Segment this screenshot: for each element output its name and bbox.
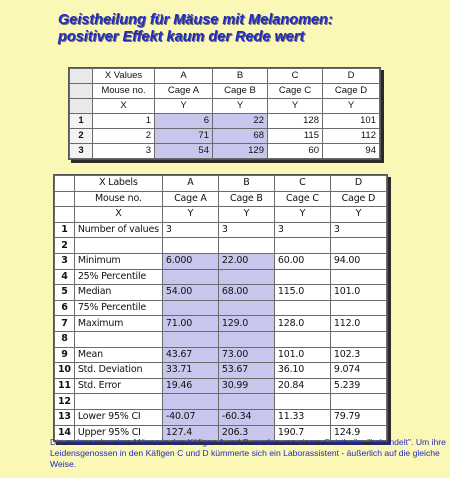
cell[interactable]: 11.33 [274,409,330,425]
column-title: Cage C [268,84,323,99]
row-number: 10 [55,363,75,379]
table-row [55,347,387,363]
table-row [55,363,387,379]
row-label [74,238,162,254]
cell[interactable]: 22 [213,114,268,129]
column-header: D [330,176,386,192]
column-title: Cage D [330,191,386,207]
cell[interactable] [162,238,218,254]
cell[interactable]: 5.239 [330,378,386,394]
cell[interactable]: 30.99 [218,378,274,394]
cell[interactable]: 3 [162,222,218,238]
cell[interactable]: 54 [155,144,213,159]
column-type: Y [218,207,274,223]
cell[interactable]: 19.46 [162,378,218,394]
row-label: 75% Percentile [74,300,162,316]
cell[interactable]: 112 [323,129,380,144]
cell[interactable] [162,300,218,316]
column-type: Y [330,207,386,223]
table-row [55,331,387,347]
row-label: Number of values [74,222,162,238]
cell[interactable]: 9.074 [330,363,386,379]
table-row [55,285,387,301]
cell[interactable]: 3 [330,222,386,238]
column-type: Y [162,207,218,223]
cell[interactable]: 94 [323,144,380,159]
cell[interactable]: 128 [268,114,323,129]
column-title: Mouse no. [74,191,162,207]
row-number: 9 [55,347,75,363]
table-row [55,238,387,254]
column-type: Y [268,99,323,114]
corner-cell [70,99,93,114]
row-number: 13 [55,409,75,425]
table-row [55,253,387,269]
cell[interactable]: 115 [268,129,323,144]
row-number: 4 [55,269,75,285]
column-header: C [274,176,330,192]
row-number: 6 [55,300,75,316]
cell[interactable]: 53.67 [218,363,274,379]
cell[interactable]: 54.00 [162,285,218,301]
cell[interactable]: -60.34 [218,409,274,425]
corner-cell [55,191,75,207]
column-type: X [93,99,155,114]
row-number: 5 [55,285,75,301]
column-header: A [155,69,213,84]
cell[interactable]: 73.00 [218,347,274,363]
column-type: Y [213,99,268,114]
header-row-2 [70,84,380,99]
cell[interactable]: 129 [213,144,268,159]
cell[interactable]: 6.000 [162,253,218,269]
cell[interactable] [274,331,330,347]
table-row [55,300,387,316]
cell[interactable]: 206.3 [218,425,274,441]
header-row-2 [55,191,387,207]
cell[interactable]: 101 [323,114,380,129]
cell[interactable]: 1 [93,114,155,129]
cell[interactable]: 102.3 [330,347,386,363]
table-row [55,394,387,410]
table-row [70,144,380,159]
cell[interactable] [218,300,274,316]
column-title: Mouse no. [93,84,155,99]
row-number: 12 [55,394,75,410]
cell[interactable]: 20.84 [274,378,330,394]
table-row [55,222,387,238]
row-label: 25% Percentile [74,269,162,285]
cell[interactable] [162,394,218,410]
header-row-3 [55,207,387,223]
column-header: B [218,176,274,192]
cell[interactable]: 79.79 [330,409,386,425]
cell[interactable]: -40.07 [162,409,218,425]
cell[interactable]: 36.10 [274,363,330,379]
raw-data-table [68,67,381,160]
column-type: Y [323,99,380,114]
cell[interactable]: 43.67 [162,347,218,363]
column-title: Cage A [155,84,213,99]
table-row [70,129,380,144]
corner-cell [70,69,93,84]
cell[interactable]: 71.00 [162,316,218,332]
cell[interactable]: 60 [268,144,323,159]
cell[interactable] [162,269,218,285]
row-label: Std. Error [74,378,162,394]
cell[interactable]: 68 [213,129,268,144]
header-row-3 [70,99,380,114]
table-row [55,269,387,285]
cell[interactable]: 22.00 [218,253,274,269]
row-label: Minimum [74,253,162,269]
header-row-1 [70,69,380,84]
corner-cell [70,84,93,99]
column-title: Cage B [213,84,268,99]
row-number: 1 [70,114,93,129]
cell[interactable]: 3 [218,222,274,238]
cell[interactable]: 2 [93,129,155,144]
cell[interactable] [274,269,330,285]
cell[interactable] [330,269,386,285]
row-label: Mean [74,347,162,363]
statistics-table [53,174,388,442]
row-number: 11 [55,378,75,394]
cell[interactable] [162,331,218,347]
table-row [55,378,387,394]
cell[interactable]: 60.00 [274,253,330,269]
row-number: 8 [55,331,75,347]
cell[interactable]: 6 [155,114,213,129]
cell[interactable] [274,300,330,316]
cell[interactable]: 68.00 [218,285,274,301]
column-header: X Labels [74,176,162,192]
row-number: 14 [55,425,75,441]
cell[interactable]: 190.7 [274,425,330,441]
row-number: 2 [70,129,93,144]
table-row [70,114,380,129]
cell[interactable] [218,331,274,347]
cell[interactable]: 3 [93,144,155,159]
column-title: Cage C [274,191,330,207]
row-label [74,394,162,410]
row-number: 3 [70,144,93,159]
column-header: C [268,69,323,84]
column-type: Y [155,99,213,114]
column-title: Cage B [218,191,274,207]
row-label: Std. Deviation [74,363,162,379]
column-title: Cage D [323,84,380,99]
header-row-1 [55,176,387,192]
column-header: X Values [93,69,155,84]
row-number: 3 [55,253,75,269]
column-type: X [74,207,162,223]
column-header: A [162,176,218,192]
row-number: 7 [55,316,75,332]
row-label [74,331,162,347]
cell[interactable] [274,238,330,254]
cell[interactable]: 112.0 [330,316,386,332]
cell[interactable] [218,269,274,285]
cell[interactable] [218,394,274,410]
column-title: Cage A [162,191,218,207]
row-label: Maximum [74,316,162,332]
row-label: Lower 95% CI [74,409,162,425]
column-type: Y [274,207,330,223]
table-row [55,316,387,332]
row-label: Upper 95% CI [74,425,162,441]
cell[interactable]: 124.9 [330,425,386,441]
cell[interactable]: 101.0 [274,347,330,363]
cell[interactable]: 33.71 [162,363,218,379]
cell[interactable]: 128.0 [274,316,330,332]
cell[interactable] [330,331,386,347]
table-row [55,409,387,425]
corner-cell [55,176,75,192]
cell[interactable] [330,394,386,410]
cell[interactable] [274,394,330,410]
cell[interactable] [218,238,274,254]
cell[interactable]: 94.00 [330,253,386,269]
row-label: Median [74,285,162,301]
cell[interactable]: 101.0 [330,285,386,301]
column-header: D [323,69,380,84]
row-number: 2 [55,238,75,254]
title-line-2: positiver Effekt kaum der Rede wert [58,29,305,45]
cell[interactable] [330,300,386,316]
cell[interactable]: 127.4 [162,425,218,441]
row-number: 1 [55,222,75,238]
caption: Die melanomkranken Mäuse in den Käfigen A und B wurden von einem Geistheiler "behandelt". Um ihre Leidensgenossen in den Käfigen C und D kümmerte sich ein Laborassistent - äußerlich auf die gleiche Weise. [50,437,446,469]
page-title [58,12,398,46]
cell[interactable]: 71 [155,129,213,144]
cell[interactable] [330,238,386,254]
cell[interactable]: 129.0 [218,316,274,332]
column-header: B [213,69,268,84]
corner-cell [55,207,75,223]
cell[interactable]: 115.0 [274,285,330,301]
title-line-1: Geistheilung für Mäuse mit Melanomen: [58,12,333,28]
cell[interactable]: 3 [274,222,330,238]
